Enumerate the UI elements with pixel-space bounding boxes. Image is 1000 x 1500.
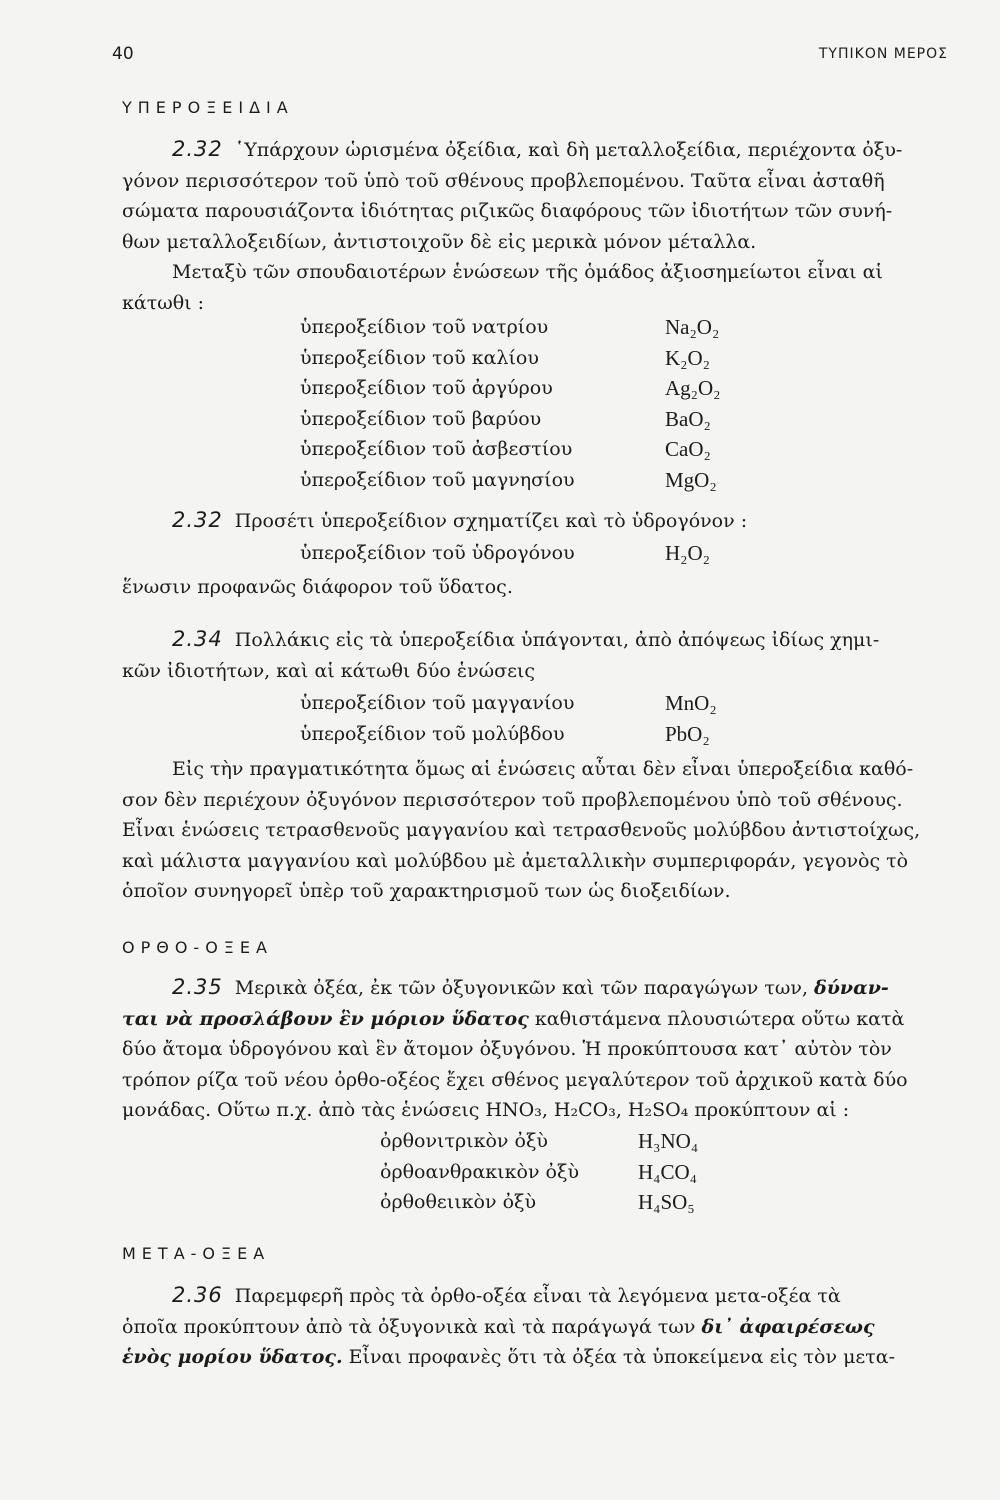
compound-name: ὑπεροξείδιον τοῦ βαρύου bbox=[300, 407, 542, 430]
compound-formula: PbO₂ bbox=[665, 721, 710, 746]
text-line: ἕνωσιν προφανῶς διάφορον τοῦ ὕδατος. bbox=[122, 576, 513, 598]
section-title-superoxides: ΥΠΕΡΟΞΕΙΔΙΑ bbox=[122, 98, 294, 117]
paragraph-2-35 bbox=[122, 972, 942, 1126]
emphasis-text: δύναν- bbox=[814, 977, 889, 999]
text-line: Μερικὰ ὀξέα, ἐκ τῶν ὀξυγονικῶν καὶ τῶν παραγώγων των, bbox=[234, 977, 808, 999]
text-line: μονάδας. Οὕτω π.χ. ἀπὸ τὰς ἑνώσεις HNO₃, H₂CO₃, H₂SO₄ προκύπτουν αἱ : bbox=[122, 1099, 850, 1122]
compound-name: ὀρθοθειικὸν ὀξὺ bbox=[380, 1191, 537, 1213]
peroxides-table bbox=[300, 312, 720, 495]
compound-formula: H₄SO₅ bbox=[638, 1190, 695, 1214]
paragraph-number: 2.35 bbox=[172, 975, 223, 999]
compound-name: ὑπεροξείδιον τοῦ μαγνησίου bbox=[300, 468, 575, 491]
compound-formula: H₄CO₄ bbox=[638, 1159, 697, 1184]
text-line: κάτωθι : bbox=[122, 291, 205, 314]
text-line: σώματα παρουσιάζοντα ἰδιότητας ριζικῶς διαφόρους τῶν ἰδιοτήτων τῶν συνή- bbox=[122, 200, 893, 223]
emphasis-text: ται νὰ προσλάβουν ἓν μόριον ὕδατος bbox=[122, 1007, 529, 1030]
paragraph-2-32 bbox=[122, 134, 942, 319]
table-row bbox=[300, 404, 720, 435]
table-row bbox=[380, 1187, 698, 1218]
compound-formula: Ag₂O₂ bbox=[665, 376, 721, 400]
text-line: Παρεμφερῆ πρὸς τὰ ὀρθο-οξέα εἶναι τὰ λεγόμενα μετα-οξέα τὰ bbox=[234, 1285, 841, 1307]
compound-name: ὀρθοανθρακικὸν ὀξὺ bbox=[380, 1160, 579, 1183]
page-number: 40 bbox=[112, 44, 134, 64]
text-line: Εἶναι προφανὲς ὅτι τὰ ὀξέα τὰ ὑποκείμενα εἰς τὸν μετα- bbox=[348, 1346, 896, 1369]
text-line: καὶ μάλιστα μαγγανίου καὶ μολύβδου μὲ ἀμεταλλικὴν συμπεριφοράν, γεγονὸς τὸ bbox=[122, 849, 909, 872]
paragraph-number: 2.32 bbox=[172, 508, 223, 532]
paragraph-number: 2.36 bbox=[172, 1283, 223, 1307]
ortho-acids-table bbox=[380, 1126, 698, 1218]
compound-name: ὑπεροξείδιον τοῦ μολύβδου bbox=[300, 722, 565, 745]
compound-name: ὀρθονιτρικὸν ὀξὺ bbox=[380, 1130, 548, 1152]
text-line: Μεταξὺ τῶν σπουδαιοτέρων ἑνώσεων τῆς ὁμάδος ἀξιοσημείωτοι εἶναι αἱ bbox=[172, 261, 883, 284]
text-line: ὁποῖον συνηγορεῖ ὑπὲρ τοῦ χαρακτηρισμοῦ των ὡς διοξειδίων. bbox=[122, 880, 731, 903]
compound-name: ὑπεροξείδιον τοῦ ὑδρογόνου bbox=[300, 542, 575, 564]
paragraph-number: 2.34 bbox=[172, 627, 223, 651]
table-row bbox=[300, 719, 717, 750]
text-line: σον δὲν περιέχουν ὀξυγόνον περισσότερον τοῦ προβλεπομένου ὑπὸ τοῦ σθένους. bbox=[122, 788, 903, 811]
text-line: καθιστάμενα πλουσιώτερα οὕτω κατὰ bbox=[534, 1007, 905, 1030]
compound-formula: MgO₂ bbox=[665, 467, 717, 492]
dioxides-table bbox=[300, 688, 717, 749]
compound-formula: BaO₂ bbox=[665, 406, 711, 431]
paragraph-2-32b-end bbox=[122, 572, 942, 603]
compound-formula: MnO₂ bbox=[665, 691, 717, 715]
table-row bbox=[380, 1126, 698, 1157]
compound-formula: H₃NO₄ bbox=[638, 1129, 699, 1153]
emphasis-text: ἑνὸς μορίου ὕδατος. bbox=[122, 1346, 343, 1369]
text-line: δύο ἄτομα ὑδρογόνου καὶ ἓν ἄτομον ὀξυγόνου. Ἡ προκύπτουσα κατ᾽ αὐτὸν τὸν bbox=[122, 1038, 892, 1061]
compound-name: ὑπεροξείδιον τοῦ μαγγανίου bbox=[300, 692, 575, 714]
text-line: κῶν ἰδιοτήτων, καὶ αἱ κάτωθι δύο ἑνώσεις bbox=[122, 659, 536, 682]
table-row bbox=[300, 688, 717, 719]
table-row bbox=[300, 434, 720, 465]
hydrogen-peroxide-row bbox=[300, 538, 710, 569]
text-line: ῾Υπάρχουν ὡρισμένα ὀξείδια, καὶ δὴ μεταλλοξείδια, περιέχοντα ὀξυ- bbox=[234, 139, 903, 161]
emphasis-text: δι᾽ ἀφαιρέσεως bbox=[701, 1315, 875, 1338]
paragraph-number: 2.32 bbox=[172, 137, 223, 161]
paragraph-2-32b bbox=[122, 505, 942, 537]
text-line: Προσέτι ὑπεροξείδιον σχηματίζει καὶ τὸ ὑδρογόνον : bbox=[234, 510, 748, 532]
table-row bbox=[380, 1157, 698, 1188]
compound-name: ὑπεροξείδιον τοῦ καλίου bbox=[300, 346, 539, 369]
compound-name: ὑπεροξείδιον τοῦ ἀσβεστίου bbox=[300, 438, 573, 460]
table-row bbox=[300, 373, 720, 404]
running-title: ΤΥΠΙΚΟΝ ΜΕΡΟΣ bbox=[818, 46, 948, 62]
compound-formula: K₂O₂ bbox=[665, 345, 710, 370]
compound-name: ὑπεροξείδιον τοῦ νατρίου bbox=[300, 316, 549, 338]
compound-name: ὑπεροξείδιον τοῦ ἀργύρου bbox=[300, 377, 553, 399]
compound-formula: Na₂O₂ bbox=[665, 315, 720, 339]
text-line: θων μεταλλοξειδίων, ἀντιστοιχοῦν δὲ εἰς μερικὰ μόνον μέταλλα. bbox=[122, 230, 757, 253]
text-line: Εἰς τὴν πραγματικότητα ὅμως αἱ ἑνώσεις αὗται δὲν εἶναι ὑπεροξείδια καθό- bbox=[172, 758, 914, 780]
compound-formula: H₂O₂ bbox=[665, 541, 710, 565]
section-title-meta-acids: ΜΕΤΑ-ΟΞΕΑ bbox=[122, 1244, 271, 1263]
text-line: τρόπον ρίζα τοῦ νέου ὀρθο-οξέος ἔχει σθένος μεγαλύτερον τοῦ ἀρχικοῦ κατὰ δύο bbox=[122, 1068, 908, 1091]
paragraph-2-36 bbox=[122, 1280, 942, 1373]
section-title-ortho-acids: ΟΡΘΟ-ΟΞΕΑ bbox=[122, 938, 273, 957]
table-row bbox=[300, 538, 710, 569]
text-line: ὁποῖα προκύπτουν ἀπὸ τὰ ὀξυγονικὰ καὶ τὰ παράγωγά των bbox=[122, 1315, 696, 1338]
compound-formula: CaO₂ bbox=[665, 437, 711, 461]
text-line: Εἶναι ἑνώσεις τετρασθενοῦς μαγγανίου καὶ τετρασθενοῦς μολύβδου ἀντιστοίχως, bbox=[122, 819, 921, 842]
table-row bbox=[300, 343, 720, 374]
paragraph-dioxides-note bbox=[122, 754, 942, 907]
table-row bbox=[300, 465, 720, 496]
text-line: Πολλάκις εἰς τὰ ὑπεροξείδια ὑπάγονται, ἀπὸ ἀπόψεως ἰδίως χημι- bbox=[234, 629, 880, 651]
table-row bbox=[300, 312, 720, 343]
text-line: γόνον περισσότερον τοῦ ὑπὸ τοῦ σθένους προβλεπομένου. Ταῦτα εἶναι ἀσταθῆ bbox=[122, 169, 885, 192]
paragraph-2-34 bbox=[122, 624, 942, 686]
